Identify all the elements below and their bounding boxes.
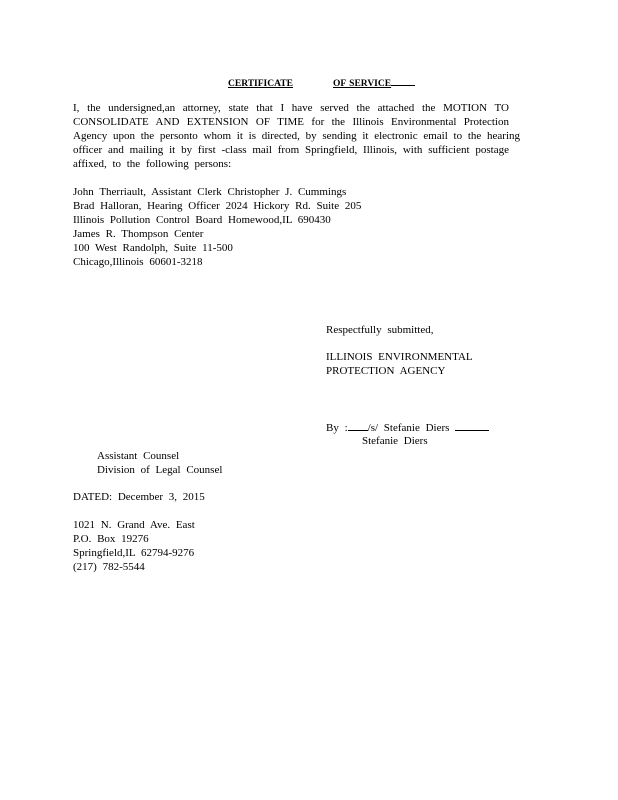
- paragraph-line: officer and mailing it by first -class mail from Springfield, Illinois, with sufficient postage: [73, 144, 509, 156]
- signer-name: Stefanie Diers: [362, 435, 428, 447]
- address-line: (217) 782-5544: [73, 561, 145, 573]
- dated-line: DATED: December 3, 2015: [73, 491, 205, 503]
- signature-underline-tail: [455, 420, 489, 431]
- paragraph-line: I, the undersigned,an attorney, state that I have served the attached the MOTION TO: [73, 102, 509, 114]
- distribution-line: John Therriault, Assistant Clerk Christopher J. Cummings: [73, 186, 347, 198]
- document-title: [228, 75, 415, 91]
- counsel-block: [97, 449, 222, 477]
- title-underline: [391, 75, 415, 86]
- distribution-line: Chicago,Illinois 60601-3218: [73, 256, 203, 268]
- distribution-line: James R. Thompson Center: [73, 228, 204, 240]
- distribution-list: [73, 185, 361, 269]
- title-of-service: OF SERVICE: [332, 79, 392, 89]
- address-block: [73, 518, 195, 574]
- signature-text: /s/ Stefanie Diers: [367, 422, 450, 434]
- distribution-line: Illinois Pollution Control Board Homewood,IL 690430: [73, 214, 331, 226]
- signature-underline: [348, 420, 368, 431]
- paragraph-line: CONSOLIDATE AND EXTENSION OF TIME for the Illinois Environmental Protection: [73, 116, 509, 128]
- signature-block: [326, 420, 489, 435]
- by-label: By :: [326, 422, 348, 434]
- closing-text: Respectfully submitted,: [326, 324, 434, 336]
- counsel-title: Assistant Counsel: [97, 450, 180, 462]
- title-certificate: CERTIFICATE: [228, 79, 293, 89]
- counsel-division: Division of Legal Counsel: [97, 464, 223, 476]
- distribution-line: 100 West Randolph, Suite 11-500: [73, 242, 233, 254]
- agency-line-1: ILLINOIS ENVIRONMENTAL: [326, 351, 473, 363]
- distribution-line: Brad Halloran, Hearing Officer 2024 Hickory Rd. Suite 205: [73, 200, 362, 212]
- paragraph-line: affixed, to the following persons:: [73, 158, 232, 170]
- address-line: P.O. Box 19276: [73, 533, 149, 545]
- agency-line-2: PROTECTION AGENCY: [326, 365, 446, 377]
- paragraph-line: Agency upon the personto whom it is directed, by sending it electronic email to the hearing: [73, 130, 521, 142]
- service-paragraph: [73, 101, 521, 171]
- address-line: Springfield,IL 62794-9276: [73, 547, 195, 559]
- address-line: 1021 N. Grand Ave. East: [73, 519, 195, 531]
